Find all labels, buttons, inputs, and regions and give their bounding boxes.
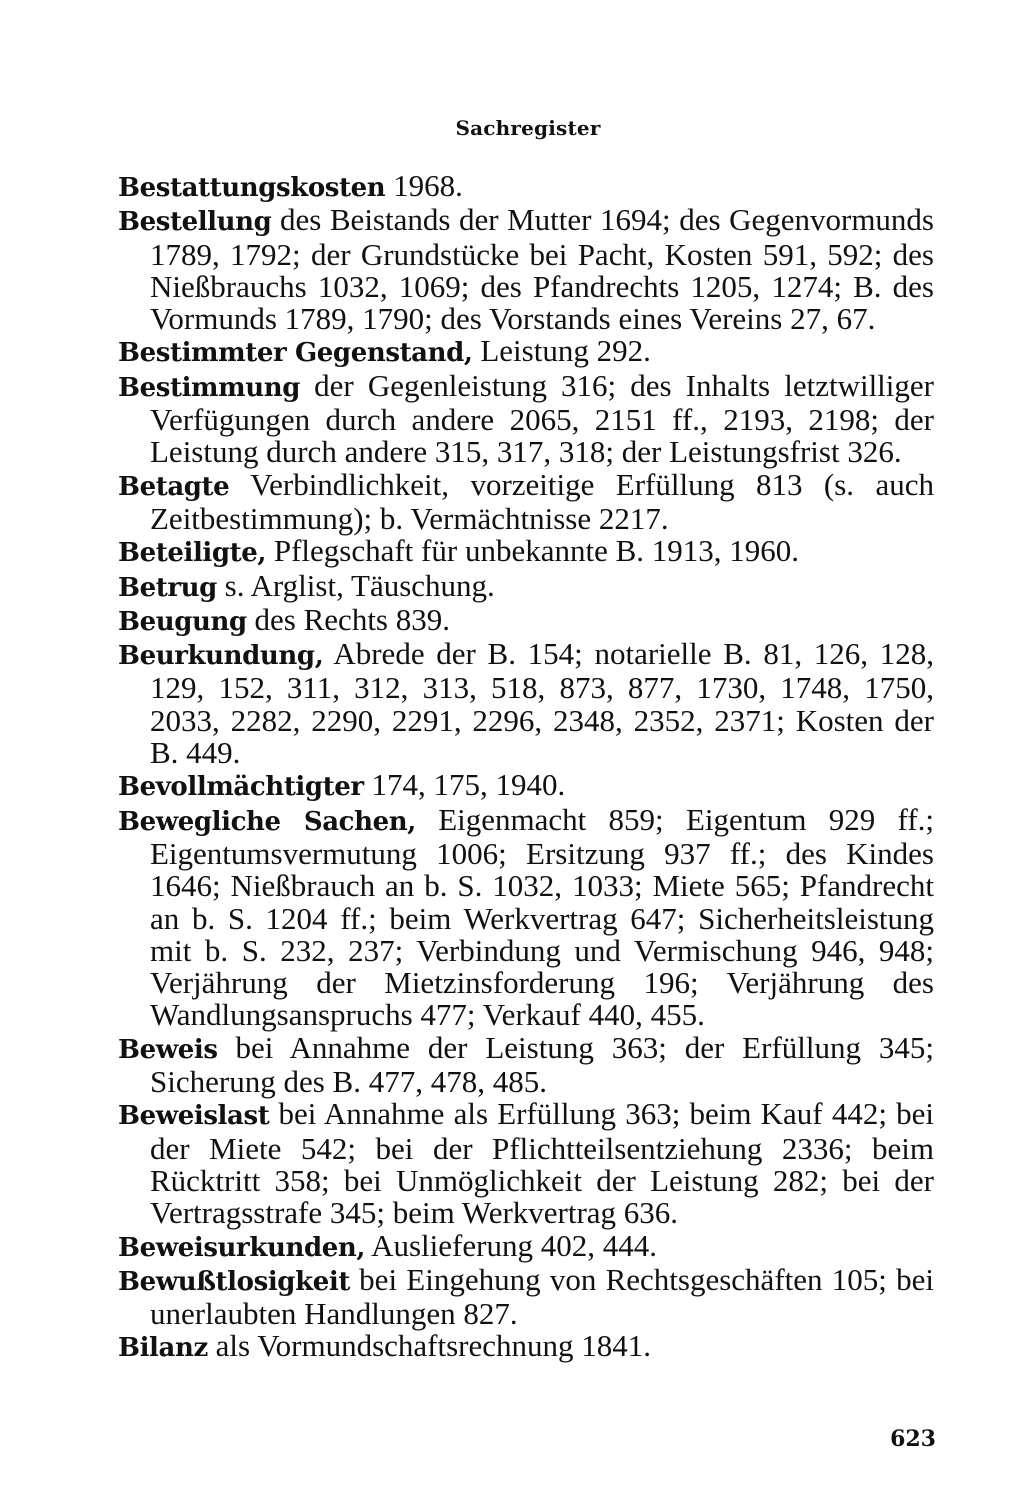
entry-headword: Beurkundung, (118, 641, 324, 672)
index-entry (118, 1261, 934, 1332)
entry-headword: Bestimmter Gegenstand, (118, 338, 473, 369)
entry-text: bei Annahme als Erfüllung 363; beim Kauf 442; bei der Miete 542; bei der Pflichtteilsentziehung 2336; beim Rücktritt 358; bei Unmöglichkeit der Leistung 282; bei der Vertragsstrafe 345; beim Werkvertrag 636. (150, 1096, 934, 1231)
book-page (118, 0, 938, 1502)
entry-headword: Bewegliche Sachen, (118, 806, 416, 837)
entry-headword: Betrug (118, 572, 217, 603)
running-head: Sachregister (455, 116, 601, 140)
entry-headword: Beugung (118, 606, 247, 637)
index-entry (118, 204, 934, 335)
index-entry (118, 1029, 934, 1100)
entry-text: Abrede der B. 154; notarielle B. 81, 126, 128, 129, 152, 311, 312, 313, 518, 873, 877, 1730, 1748, 1750, 2033, 2282, 2290, 2291, 2296, 2348, 2352, 2371; Kosten der B. 449. (150, 636, 934, 771)
entry-text: der Gegenleistung 316; des Inhalts letztwilliger Verfügungen durch andere 2065, 2151 ff., 2193, 2198; der Leistung durch andere 315, 317, 318; der Leistungsfrist 326. (150, 367, 934, 470)
entry-headword: Betagte (118, 471, 230, 502)
entry-headword: Bewußtlosigkeit (118, 1266, 350, 1297)
entry-headword: Beweis (118, 1034, 218, 1065)
entry-text: bei Annahme der Leistung 363; der Erfüllung 345; Sicherung des B. 477, 478, 485. (150, 1029, 934, 1100)
entry-headword: Bilanz (118, 1333, 208, 1364)
entry-text: 1968. (385, 168, 463, 203)
index-entry (118, 601, 934, 638)
index-entry (118, 1330, 934, 1364)
entry-text: Verbindlichkeit, vorzeitige Erfüllung 813 (s. auch Zeitbestimmung); b. Vermächtnisse 2217. (150, 466, 934, 536)
index-entry (118, 638, 934, 769)
entry-headword: Beweisurkunden, (118, 1232, 366, 1263)
index-entry (118, 769, 934, 803)
index-entry (118, 801, 934, 1033)
entry-headword: Bestattungskosten (118, 173, 386, 203)
entry-text: Auslieferung 402, 444. (365, 1227, 657, 1263)
index-entry (118, 1227, 934, 1264)
entry-text: bei Eingehung von Rechtsgeschäften 105; bei unerlaubten Handlungen 827. (150, 1261, 934, 1332)
index-entry (118, 1098, 934, 1229)
entry-text: 174, 175, 1940. (363, 767, 566, 803)
entry-text: Leistung 292. (472, 333, 651, 369)
index-entry (118, 367, 934, 470)
index-entry (118, 335, 934, 369)
entry-headword: Beteiligte, (118, 538, 267, 569)
entry-text: Eigenmacht 859; Eigentum 929 ff.; Eigentumsvermutung 1006; Ersitzung 937 ff.; des Kindes 1646; Nießbrauch an b. S. 1032, 1033; Miete 565; Pfandrecht an b. S. 1204 ff.; beim Werkvertrag 647; Sicherheitsleistung mit b. S. 232, 237; Verbindung und Vermischung 946, 948; Verjährung der Mietzinsforderung 196; Verjährung des Wandlungsanspruchs 477; Verkauf 440, 455. (150, 801, 934, 1033)
entry-headword: Beweislast (118, 1101, 270, 1132)
page-number: 623 (890, 1426, 936, 1452)
entry-text: s. Arglist, Täuschung. (216, 567, 495, 603)
entry-text: des Beistands der Mutter 1694; des Gegenvormunds 1789, 1792; der Grundstücke bei Pacht, Kosten 591, 592; des Nießbrauchs 1032, 1069; des Pfandrechts 1205, 1274; B. des Vormunds 1789, 1790; des Vorstands eines Vereins 27, 67. (150, 202, 934, 337)
index-entry (118, 535, 934, 569)
entry-text: als Vormundschaftsrechnung 1841. (207, 1328, 651, 1364)
entry-text: des Rechts 839. (246, 601, 450, 637)
entry-text: Pflegschaft für unbekannte B. 1913, 1960. (266, 533, 800, 569)
index-entry (118, 466, 934, 536)
entry-headword: Bevollmächtigter (118, 772, 364, 803)
index-entries (118, 170, 934, 1365)
entry-headword: Bestimmung (118, 372, 301, 403)
entry-headword: Bestellung (118, 207, 272, 238)
index-entry (118, 567, 934, 604)
index-entry (118, 170, 934, 204)
